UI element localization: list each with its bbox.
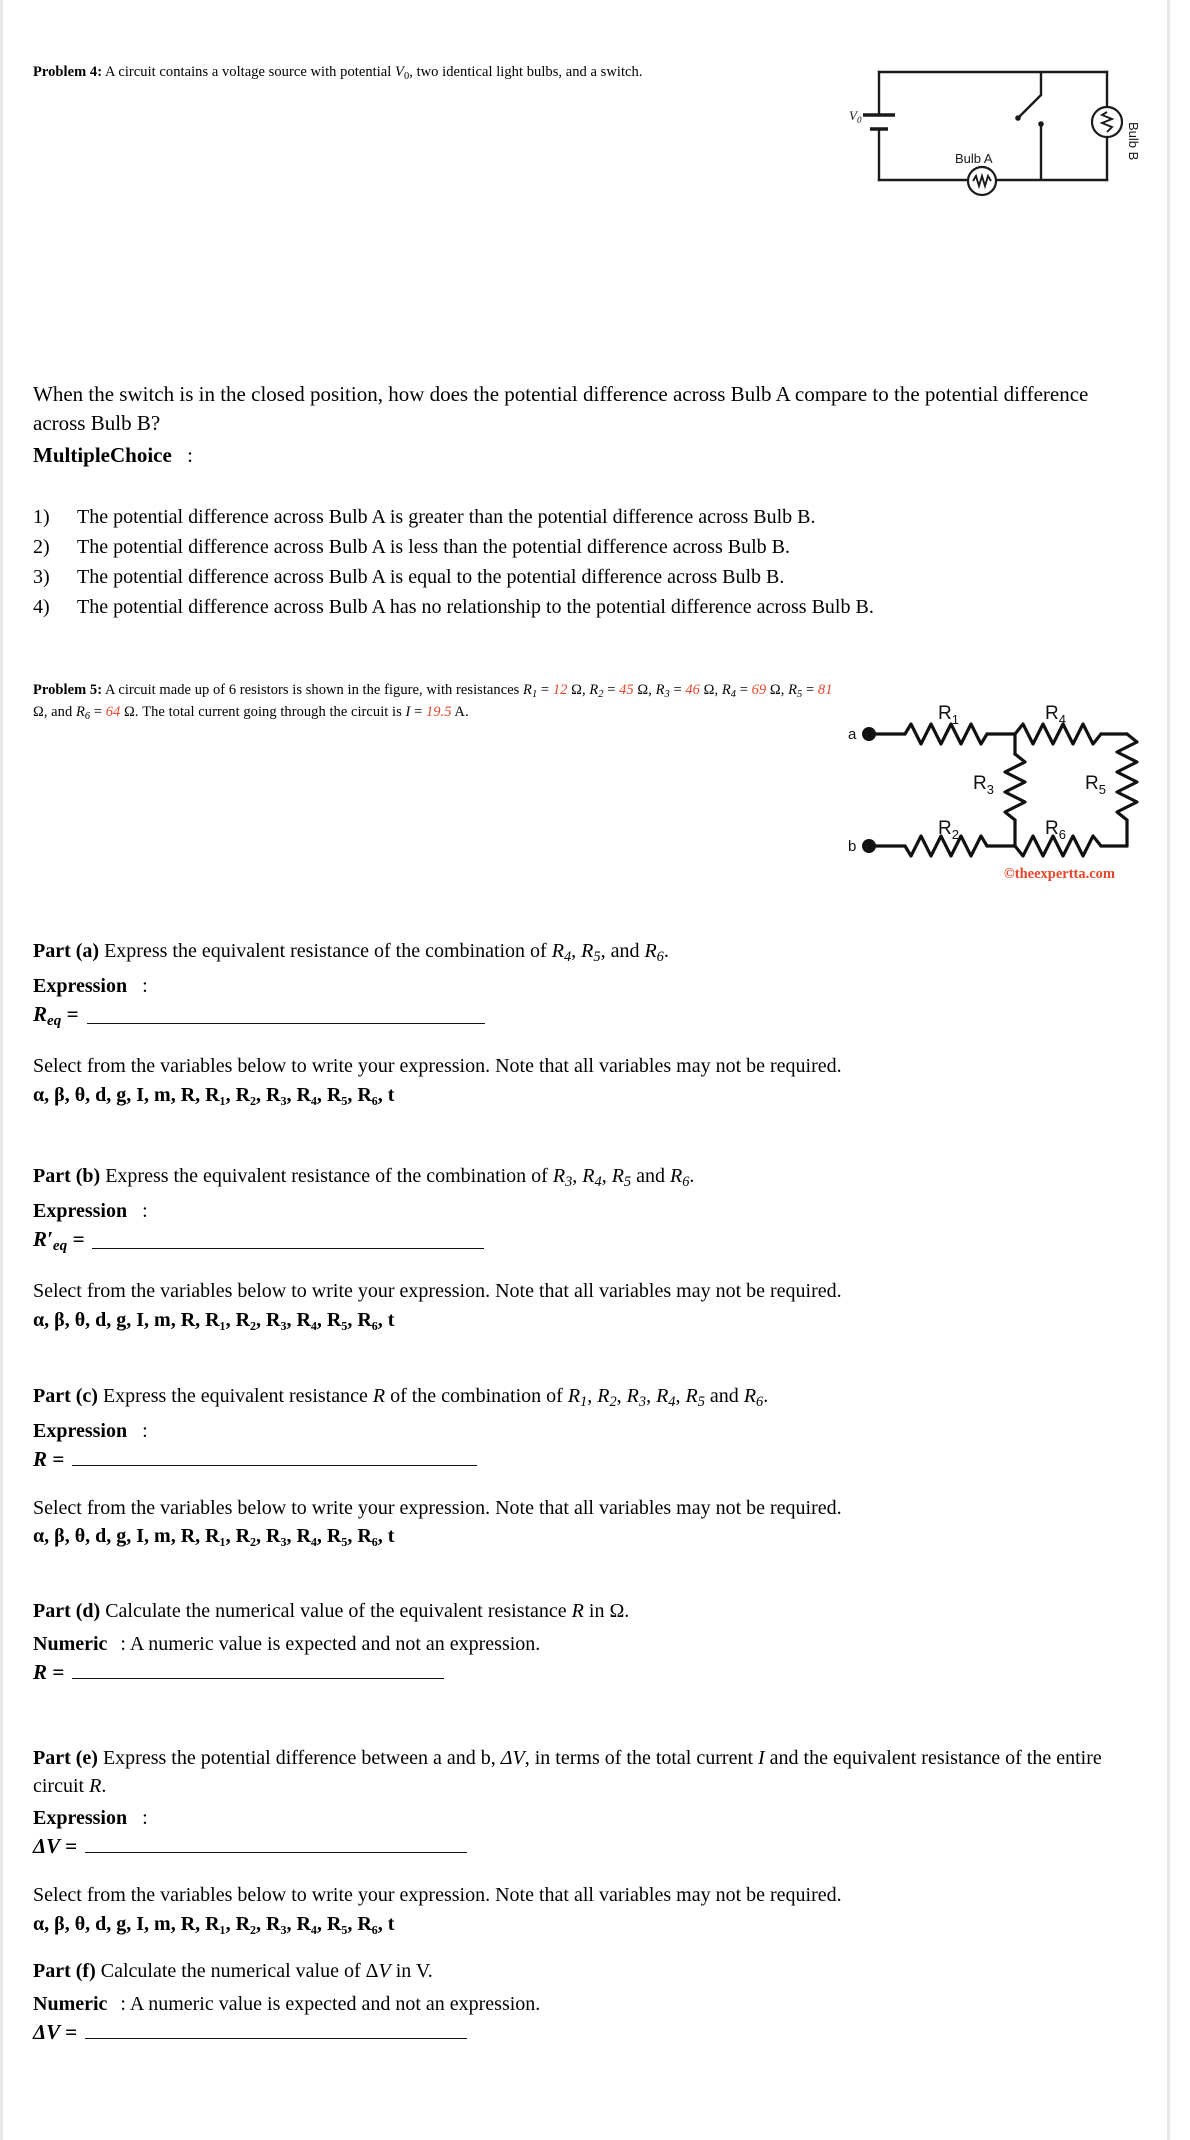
choice-number-1: 1) [33, 506, 50, 528]
part-d-kind [33, 1633, 1143, 1656]
part-f-answer-blank[interactable] [85, 2038, 467, 2039]
choice-row-2[interactable] [33, 532, 1143, 562]
choice-row-1[interactable] [33, 502, 1143, 532]
node-a-label: a [848, 726, 857, 743]
part-f-answer-symbol: ΔV = [33, 2019, 78, 2044]
part-f-block [33, 1958, 1143, 2045]
switch-contact-open [1015, 115, 1021, 121]
part-e-answer-symbol: ΔV = [33, 1834, 78, 1859]
r5-figure-label: $R_5$ [1085, 773, 1106, 797]
part-b-kind-text: Expression [33, 1199, 128, 1222]
part-c-kind-colon: : [142, 1419, 148, 1442]
bulb-circuit-svg [849, 62, 1167, 202]
part-b-answer-row[interactable] [33, 1227, 1143, 1255]
part-b-variables-list: α, β, θ, d, g, I, m, R, R₁, R₂, R₃, R₄, R₅, R₆, t [33, 1308, 395, 1331]
choice-text-1: The potential difference across Bulb A is greater than the potential difference across Bulb B. [77, 506, 816, 528]
r5-symbol: R [788, 682, 798, 698]
r4-symbol: R [721, 682, 731, 698]
choice-text-4: The potential difference across Bulb A has no relationship to the potential difference across Bulb B. [77, 596, 874, 618]
choice-number-3: 3) [33, 566, 50, 588]
problem-5-current-pre: The total current going through the circuit is [142, 704, 406, 721]
r1-symbol: R [523, 682, 532, 698]
r2-value: 45 [619, 682, 634, 698]
part-d-answer-symbol: R = [33, 1659, 65, 1684]
part-e-block [33, 1745, 1143, 1936]
part-f-label: Part (f) [33, 1960, 96, 1982]
part-c-variables-note: Select from the variables below to write your expression. Note that all variables may not be required. [33, 1496, 842, 1519]
part-e-kind [33, 1807, 1143, 1830]
problem-4-answer-kind [33, 443, 193, 468]
r6-subscript: 6 [84, 710, 91, 722]
current-value: 19.5 [425, 704, 452, 721]
answer-kind-colon: : [187, 443, 193, 467]
r6-figure-label: $R_6$ [1045, 818, 1066, 842]
problem-4-text-pre: A circuit contains a voltage source with potential [104, 64, 396, 80]
page-content [25, 0, 1145, 2140]
r1-subscript: 1 [531, 688, 538, 700]
r3-unit: Ω [703, 682, 715, 698]
part-f-prompt: Part (f) Calculate the numerical value of ΔV in V. [33, 1960, 433, 1982]
part-a-answer-blank[interactable] [87, 1023, 485, 1024]
part-d-block [33, 1598, 1143, 1685]
part-d-answer-blank[interactable] [72, 1678, 444, 1679]
part-d-answer-row[interactable] [33, 1660, 1143, 1685]
r3-symbol: R [655, 682, 665, 698]
problem-4-text-post: , two identical light bulbs, and a switch. [409, 64, 643, 80]
part-c-answer-blank[interactable] [72, 1465, 477, 1466]
part-f-numeric-note: : A numeric value is expected and not an expression. [120, 1992, 541, 2015]
choice-number-2: 2) [33, 536, 50, 558]
part-b-answer-symbol: $R'_{eq}$ = [33, 1226, 85, 1255]
current-symbol: I [405, 704, 411, 721]
r2-subscript: 2 [598, 688, 604, 700]
watermark-credit: ©theexpertta.com [1003, 866, 1115, 882]
part-f-kind-text: Numeric [33, 1992, 108, 2015]
r5-value: 81 [817, 682, 833, 698]
part-b-kind [33, 1200, 1143, 1223]
r2-symbol: R [589, 682, 599, 698]
part-e-variables-list: α, β, θ, d, g, I, m, R, R₁, R₂, R₃, R₄, R₅, R₆, t [33, 1912, 395, 1935]
part-b-prompt: Part (b) Express the equivalent resistance of the combination of $R_3$, $R_4$, $R_5$ and $R_6$. [33, 1165, 695, 1191]
problem-4-label: Problem 4: [33, 64, 103, 80]
part-b-block [33, 1163, 1143, 1332]
part-c-prompt: Part (c) Express the equivalent resistance R of the combination of $R_1$, $R_2$, $R_3$, $R_4$, $R_5$ and $R_6$. [33, 1385, 769, 1411]
part-a-kind [33, 975, 1143, 998]
part-c-kind [33, 1420, 1143, 1443]
problem-4-v0-subscript: 0 [403, 70, 410, 82]
choice-text-2: The potential difference across Bulb A is less than the potential difference across Bulb B. [77, 536, 790, 558]
node-b-label: b [848, 838, 857, 855]
part-a-variables-note: Select from the variables below to write your expression. Note that all variables may not be required. [33, 1055, 842, 1078]
switch-symbol [1019, 72, 1041, 117]
r1-figure-label: $R_1$ [938, 703, 959, 727]
part-e-answer-row[interactable] [33, 1834, 1143, 1859]
bulb-a-circle [968, 167, 996, 195]
current-unit: A. [454, 704, 469, 721]
problem-5-label: Problem 5: [33, 682, 103, 698]
r3-subscript: 3 [664, 688, 670, 700]
part-e-kind-colon: : [142, 1807, 148, 1830]
node-a-dot [862, 727, 876, 741]
part-c-variables-list: α, β, θ, d, g, I, m, R, R₁, R₂, R₃, R₄, R₅, R₆, t [33, 1525, 395, 1548]
part-a-prompt-text: Express the equivalent resistance of the combination of [104, 940, 552, 962]
part-f-kind [33, 1993, 1143, 2016]
r6-symbol: R [75, 704, 85, 721]
part-d-kind-text: Numeric [33, 1632, 108, 1655]
part-a-kind-text: Expression [33, 974, 128, 997]
part-d-label: Part (d) [33, 1600, 101, 1622]
part-f-answer-row[interactable] [33, 2020, 1143, 2045]
bulb-a-label: Bulb A [955, 151, 993, 166]
battery-symbol [863, 115, 895, 129]
part-a-prompt: Part (a) Express the equivalent resistance of the combination of $R_4$, $R_5$, and $R_6$. [33, 940, 669, 966]
problem-5-statement: Problem 5: A circuit made up of 6 resistors is shown in the figure, with resistances $R_1 = 12$ Ω, $R_2 = 45$ Ω, $R_3 = 46$ Ω, $R_4 = 69$ Ω, $R_5 = 81$ Ω, and $R_6 = 64$ Ω. The total current going through the circuit is I = 19.5 A. [33, 682, 833, 722]
part-c-answer-symbol: R = [33, 1446, 65, 1471]
r6-value: 64 [105, 704, 121, 721]
r4-value: 69 [751, 682, 767, 698]
part-a-variables-list: α, β, θ, d, g, I, m, R, R₁, R₂, R₃, R₄, R₅, R₆, t [33, 1083, 395, 1106]
part-b-variables-note: Select from the variables below to write your expression. Note that all variables may not be required. [33, 1280, 842, 1303]
part-b-answer-blank[interactable] [92, 1248, 484, 1249]
r4-subscript: 4 [730, 688, 737, 700]
bulb-circuit-figure [849, 62, 1167, 202]
r1-unit: Ω [571, 682, 582, 698]
part-d-prompt: Part (d) Calculate the numerical value of the equivalent resistance R in Ω. [33, 1600, 630, 1622]
r4-figure-label: $R_4$ [1045, 703, 1066, 727]
part-e-kind-text: Expression [33, 1807, 128, 1830]
r5-subscript: 5 [797, 688, 803, 700]
problem-4-statement [33, 62, 653, 84]
answer-kind-text: MultipleChoice [33, 443, 172, 467]
part-b-prompt-text: Express the equivalent resistance of the combination of [105, 1165, 553, 1187]
part-e-variables-note: Select from the variables below to write your expression. Note that all variables may not be required. [33, 1884, 842, 1907]
part-e-label: Part (e) [33, 1747, 98, 1769]
part-a-label: Part (a) [33, 940, 100, 962]
part-b-kind-colon: : [142, 1199, 148, 1222]
v0-label: $V_0$ [849, 108, 862, 125]
r2-figure-label: $R_2$ [938, 818, 959, 842]
part-a-answer-row[interactable] [33, 1002, 1143, 1030]
r4-unit: Ω [769, 682, 781, 698]
part-c-kind-text: Expression [33, 1419, 128, 1442]
part-c-answer-row[interactable] [33, 1447, 1143, 1472]
part-d-numeric-note: : A numeric value is expected and not an expression. [120, 1632, 541, 1655]
choice-text-3: The potential difference across Bulb A is equal to the potential difference across Bulb B. [77, 566, 785, 588]
part-c-block [33, 1383, 1143, 1548]
part-e-prompt: Part (e) Express the potential difference between a and b, ΔV, in terms of the total current I and the equivalent resistance of the entire circuit R. [33, 1747, 1102, 1797]
choice-row-4[interactable] [33, 592, 1143, 622]
part-a-block [33, 938, 1143, 1107]
choice-row-3[interactable] [33, 562, 1143, 592]
r5-unit: Ω [33, 704, 44, 721]
problem-4-v0-symbol: V [395, 64, 404, 80]
r3-value: 46 [685, 682, 700, 698]
problem-5-intro: A circuit made up of 6 resistors is shown in the figure, with resistances [104, 682, 524, 698]
r6-unit: Ω [124, 704, 135, 721]
part-a-kind-colon: : [142, 974, 148, 997]
choice-number-4: 4) [33, 596, 50, 618]
part-e-answer-blank[interactable] [85, 1852, 467, 1853]
bulb-b-label: Bulb B [1126, 122, 1141, 161]
multiple-choice-list [33, 502, 1143, 622]
r1-value: 12 [552, 682, 568, 698]
part-a-answer-symbol: $R_{eq}$ = [33, 1001, 79, 1030]
part-c-label: Part (c) [33, 1385, 98, 1407]
node-b-dot [862, 839, 876, 853]
r3-figure-label: $R_3$ [973, 773, 994, 797]
problem-4-question: When the switch is in the closed position, how does the potential difference across Bulb A compare to the potential difference across Bulb B? [33, 382, 1089, 435]
r2-unit: Ω [637, 682, 649, 698]
part-b-label: Part (b) [33, 1165, 101, 1187]
